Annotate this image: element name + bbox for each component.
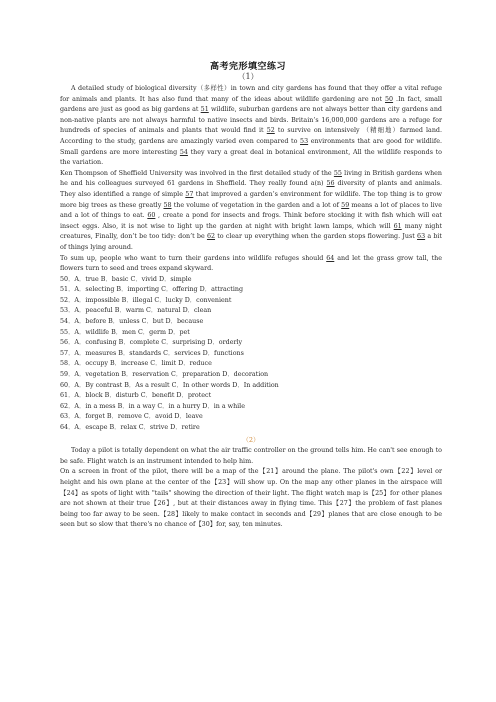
section-2-number: （2） <box>242 435 260 444</box>
option-line: 51．A．selecting B．importing C．offering D．attracting <box>60 286 244 294</box>
options-list <box>60 275 442 434</box>
option-line: 61．A．block B．disturb C．benefit D．protect <box>60 392 212 400</box>
blank-number: 62 <box>206 233 216 241</box>
option-line: 58．A．occupy B．increase C．limit D．reduce <box>60 360 212 368</box>
document-body <box>60 84 442 531</box>
blank-number: 55 <box>333 169 342 177</box>
option-line: 57．A．measures B．standards C．services D．functions <box>60 349 244 357</box>
blank-number: 51 <box>200 106 209 114</box>
blank-number: 58 <box>163 201 172 209</box>
section-2-passage <box>60 446 442 531</box>
blank-number: 57 <box>185 190 194 198</box>
section-1-passage <box>60 84 442 275</box>
passage-paragraph: Today a pilot is totally dependent on what the air traffic controller on the ground tells him. He can't see enough to be safe. Flight watch is an instrument intended to help him. <box>60 447 442 465</box>
blank-number: 64 <box>326 254 335 262</box>
passage-paragraph: A detailed study of biological diversity（多样性）in town and city gardens has found that they offer a vital refuge for animals and plants. It has also fund that many of the ideas about wildlife gardening are not 50 .In fact, small gardens are just as good as big gardens at 51 wildlife, suburban gardens are not always better than city gardens and non-native plants are not always harmful to native insects and birds. Britain’s 16,000,000 gardens are a refuge for hundreds of species of animals and plants that would find it 52 to survive on intensively （精细地）farmed land. According to the study, gardens are amazingly varied even compared to 53 environments that are good for wildlife. Small gardens are more interesting 54 they vary a great deal in botanical environment, All the wildlife responds to the variation. <box>60 85 442 167</box>
passage-paragraph: Ken Thompson of Sheffield University was involved in the first detailed study of the 55 living in British gardens when he and his colleagues surveyed 61 gardens in Sheffield. They really found a(n) 56 diversity of plants and animals. They also identified a range of simple 57 that improved a garden’s environment for wildlife. The top thing is to grow more big trees as these greatly 58 the volume of vegetation in the garden and a lot of 59 means a lot of places to live and a lot of things to eat. 60 , create a pond for insects and frogs. Think before stocking it with fish which will eat insect eggs. Also, it is not wise to light up the garden at night with bright lawn lamps, which will 61 many night creatures, Finally, don’t be too tidy: don’t be 62 to clear up everything when the garden stops flowering. Just 63 a bit of things lying around. <box>60 169 443 251</box>
blank-number: 53 <box>300 137 309 145</box>
option-line: 64．A．escape B．relax C．strive D．retire <box>60 424 200 431</box>
option-line: 53．A．peaceful B．warm C．natural D．clean <box>60 307 212 315</box>
blank-number: 56 <box>326 180 335 188</box>
option-line: 62．A．in a mess B．in a way C．in a hurry D．in a while <box>60 402 245 410</box>
option-line: 54．A．before B．unless C．but D．because <box>60 318 204 326</box>
blank-number: 52 <box>266 127 275 135</box>
blank-number: 50 <box>385 95 394 103</box>
option-line: 63．A．forget B．remove C．avoid D．leave <box>60 413 203 421</box>
blank-number: 59 <box>341 201 350 209</box>
passage-paragraph: On a screen in front of the pilot, there will be a map of the【21】around the plane. The pilot's own【22】level or height and his own plane at the center of the【23】will show up. On the map any other planes in the airspace will【24】as spots of light with "tails" showing the direction of their light. The flight watch map is【25】for other planes are not shown at their true【26】, but at their distances away in flying time. This【27】the problem of fast planes being too far away to be seen.【28】likely to make contact in seconds and【29】planes that are close enough to be seen but so slow that there's no chance of【30】for, say, ten minutes. <box>60 468 442 529</box>
page-title: 高考完形填空练习 <box>209 62 286 72</box>
blank-number: 60 <box>147 212 156 220</box>
option-line: 60．A．By contrast B．As a result C．In other words D．In addition <box>60 381 279 389</box>
option-line: 52．A．impossible B．illegal C．lucky D．convenient <box>60 296 232 304</box>
passage-paragraph: To sum up, people who want to turn their gardens into wildlife refuges should 64 and let the grass grow tall, the flowers turn to seed and trees expand skyward. <box>60 254 442 273</box>
option-line: 59．A．vegetation B．reservation C．preparation D．decoration <box>60 371 269 379</box>
blank-number: 54 <box>179 148 188 156</box>
option-line: 55．A．wildlife B．men C．germ D．pet <box>60 328 190 336</box>
option-line: 50．A．true B．basic C．vivid D．simple <box>60 275 192 283</box>
section-1-number: （1） <box>237 72 259 81</box>
option-line: 56．A．confusing B．complete C．surprising D．orderly <box>60 339 243 347</box>
blank-number: 61 <box>393 222 402 230</box>
blank-number: 63 <box>417 233 426 241</box>
